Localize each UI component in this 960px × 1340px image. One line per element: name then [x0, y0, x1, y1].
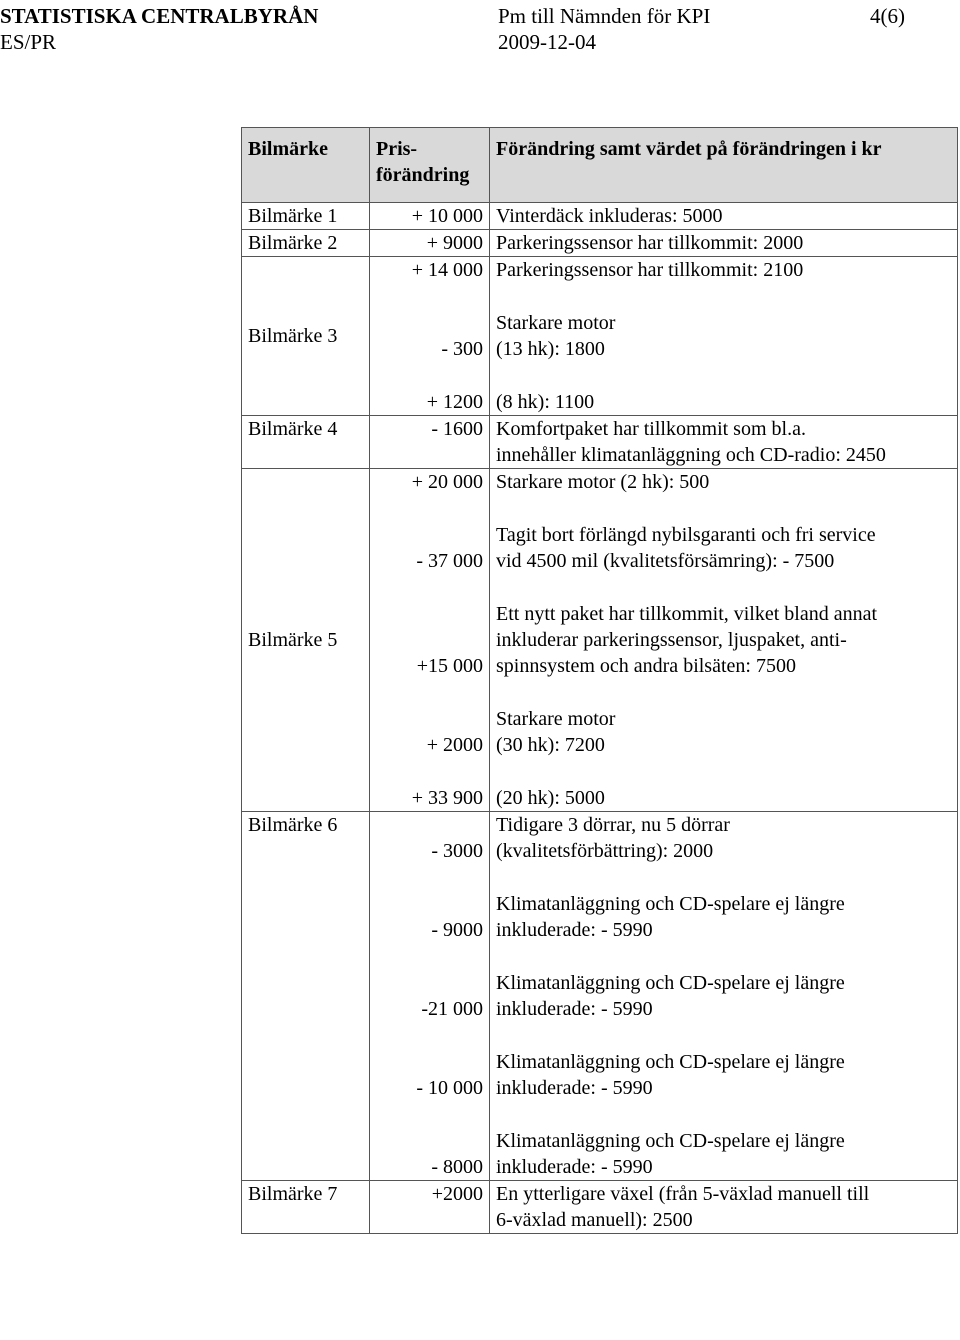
price-value: + 2000: [426, 734, 483, 756]
change-line: Tidigare 3 dörrar, nu 5 dörrar: [496, 814, 730, 836]
price-cell: [370, 469, 490, 812]
price-entry: [376, 522, 483, 574]
price-value: + 1200: [426, 391, 483, 413]
brand-cell: Bilmärke 6: [242, 812, 370, 1181]
table-header-row: [242, 128, 958, 203]
change-line: Parkeringssensor har tillkommit: 2100: [496, 259, 804, 281]
change-line: Parkeringssensor har tillkommit: 2000: [496, 232, 804, 254]
price-entry: [376, 257, 483, 283]
price-entry: [376, 416, 483, 468]
table-row: [242, 469, 958, 812]
change-line: Starkare motor: [496, 312, 616, 334]
price-entry: [376, 1128, 483, 1180]
price-entry: [376, 1049, 483, 1101]
header-dept: ES/PR: [0, 30, 57, 54]
price-cell: [370, 812, 490, 1181]
change-line: innehåller klimatanläggning och CD-radio: 2450: [496, 444, 886, 466]
change-cell: [490, 203, 958, 230]
price-value: + 14 000: [411, 259, 483, 281]
col-price-header: [370, 128, 490, 203]
change-entry: [496, 601, 951, 679]
change-line: Klimatanläggning och CD-spelare ej längre: [496, 1051, 845, 1073]
col-price-header-line: Pris-: [376, 138, 418, 160]
price-value: - 10 000: [416, 1077, 483, 1099]
change-cell: [490, 257, 958, 416]
price-cell: [370, 416, 490, 469]
price-value: +2000: [431, 1183, 483, 1205]
price-value: - 37 000: [416, 550, 483, 572]
table-row: [242, 203, 958, 230]
price-value: +15 000: [416, 655, 483, 677]
change-entry: [496, 257, 951, 283]
change-entry: [496, 469, 951, 495]
brand-cell: Bilmärke 4: [242, 416, 370, 469]
price-entry: [376, 812, 483, 864]
change-line: (30 hk): 7200: [496, 734, 605, 756]
price-entry: [376, 469, 483, 495]
change-entry: [496, 230, 951, 256]
table-body: [242, 203, 958, 1234]
change-entry: [496, 1049, 951, 1101]
change-line: (8 hk): 1100: [496, 391, 595, 413]
col-change-header: Förändring samt värdet på förändringen i kr: [490, 128, 958, 203]
price-entry: [376, 203, 483, 229]
table-row: [242, 230, 958, 257]
price-entry: [376, 891, 483, 943]
price-entry: [376, 230, 483, 256]
brand-cell: Bilmärke 2: [242, 230, 370, 257]
col-brand-header: Bilmärke: [242, 128, 370, 203]
price-value: - 1600: [431, 418, 483, 440]
change-cell: [490, 1181, 958, 1234]
price-cell: [370, 230, 490, 257]
price-value: + 33 900: [411, 787, 483, 809]
change-entry: [496, 310, 951, 362]
price-entry: [376, 310, 483, 362]
change-line: Klimatanläggning och CD-spelare ej längre: [496, 1130, 845, 1152]
price-entry: [376, 389, 483, 415]
price-value: + 10 000: [411, 205, 483, 227]
price-entry: [376, 970, 483, 1022]
change-line: Klimatanläggning och CD-spelare ej längre: [496, 972, 845, 994]
header-org: STATISTISKA CENTRALBYRÅN: [0, 4, 319, 28]
price-value: + 9000: [426, 232, 483, 254]
col-price-header-line: förändring: [376, 164, 470, 186]
change-entry: [496, 891, 951, 943]
change-line: (kvalitetsförbättring): 2000: [496, 840, 714, 862]
price-change-table: [241, 127, 958, 1234]
table-row: [242, 257, 958, 416]
change-entry: [496, 389, 951, 415]
change-line: Komfortpaket har tillkommit som bl.a.: [496, 418, 806, 440]
change-entry: [496, 1128, 951, 1180]
change-entry: [496, 203, 951, 229]
change-cell: [490, 812, 958, 1181]
price-cell: [370, 1181, 490, 1234]
change-cell: [490, 416, 958, 469]
price-cell: [370, 257, 490, 416]
table-row: [242, 416, 958, 469]
brand-cell: Bilmärke 5: [242, 469, 370, 812]
price-entry: [376, 706, 483, 758]
change-line: inkluderade: - 5990: [496, 998, 653, 1020]
change-line: En ytterligare växel (från 5-växlad manuell till: [496, 1183, 870, 1205]
change-line: Klimatanläggning och CD-spelare ej längre: [496, 893, 845, 915]
table-row: [242, 812, 958, 1181]
change-line: spinnsystem och andra bilsäten: 7500: [496, 655, 796, 677]
price-value: - 8000: [431, 1156, 483, 1178]
change-entry: [496, 785, 951, 811]
change-line: Ett nytt paket har tillkommit, vilket bland annat: [496, 603, 878, 625]
table-row: [242, 1181, 958, 1234]
brand-cell: Bilmärke 1: [242, 203, 370, 230]
price-entry: [376, 601, 483, 679]
price-entry: [376, 1181, 483, 1233]
price-value: - 9000: [431, 919, 483, 941]
change-entry: [496, 812, 951, 864]
change-entry: [496, 1181, 951, 1233]
change-line: inkluderade: - 5990: [496, 1156, 653, 1178]
change-line: vid 4500 mil (kvalitetsförsämring): - 7500: [496, 550, 835, 572]
header-page: 4(6): [870, 4, 905, 28]
change-cell: [490, 230, 958, 257]
change-line: inkluderade: - 5990: [496, 919, 653, 941]
brand-cell: Bilmärke 3: [242, 257, 370, 416]
change-entry: [496, 416, 951, 468]
change-line: Starkare motor (2 hk): 500: [496, 471, 710, 493]
change-entry: [496, 706, 951, 758]
price-value: - 300: [441, 338, 483, 360]
price-value: - 3000: [431, 840, 483, 862]
change-line: Tagit bort förlängd nybilsgaranti och fri service: [496, 524, 876, 546]
change-cell: [490, 469, 958, 812]
price-value: + 20 000: [411, 471, 483, 493]
header-memo: Pm till Nämnden för KPI: [498, 4, 711, 28]
header-date: 2009-12-04: [498, 30, 596, 54]
change-line: (13 hk): 1800: [496, 338, 605, 360]
price-entry: [376, 785, 483, 811]
change-line: (20 hk): 5000: [496, 787, 605, 809]
change-entry: [496, 522, 951, 574]
price-cell: [370, 203, 490, 230]
brand-cell: Bilmärke 7: [242, 1181, 370, 1234]
change-line: Starkare motor: [496, 708, 616, 730]
price-value: -21 000: [421, 998, 483, 1020]
change-line: Vinterdäck inkluderas: 5000: [496, 205, 723, 227]
change-entry: [496, 970, 951, 1022]
change-line: 6-växlad manuell): 2500: [496, 1209, 693, 1231]
change-line: inkluderade: - 5990: [496, 1077, 653, 1099]
change-line: inkluderar parkeringssensor, ljuspaket, anti-: [496, 629, 847, 651]
